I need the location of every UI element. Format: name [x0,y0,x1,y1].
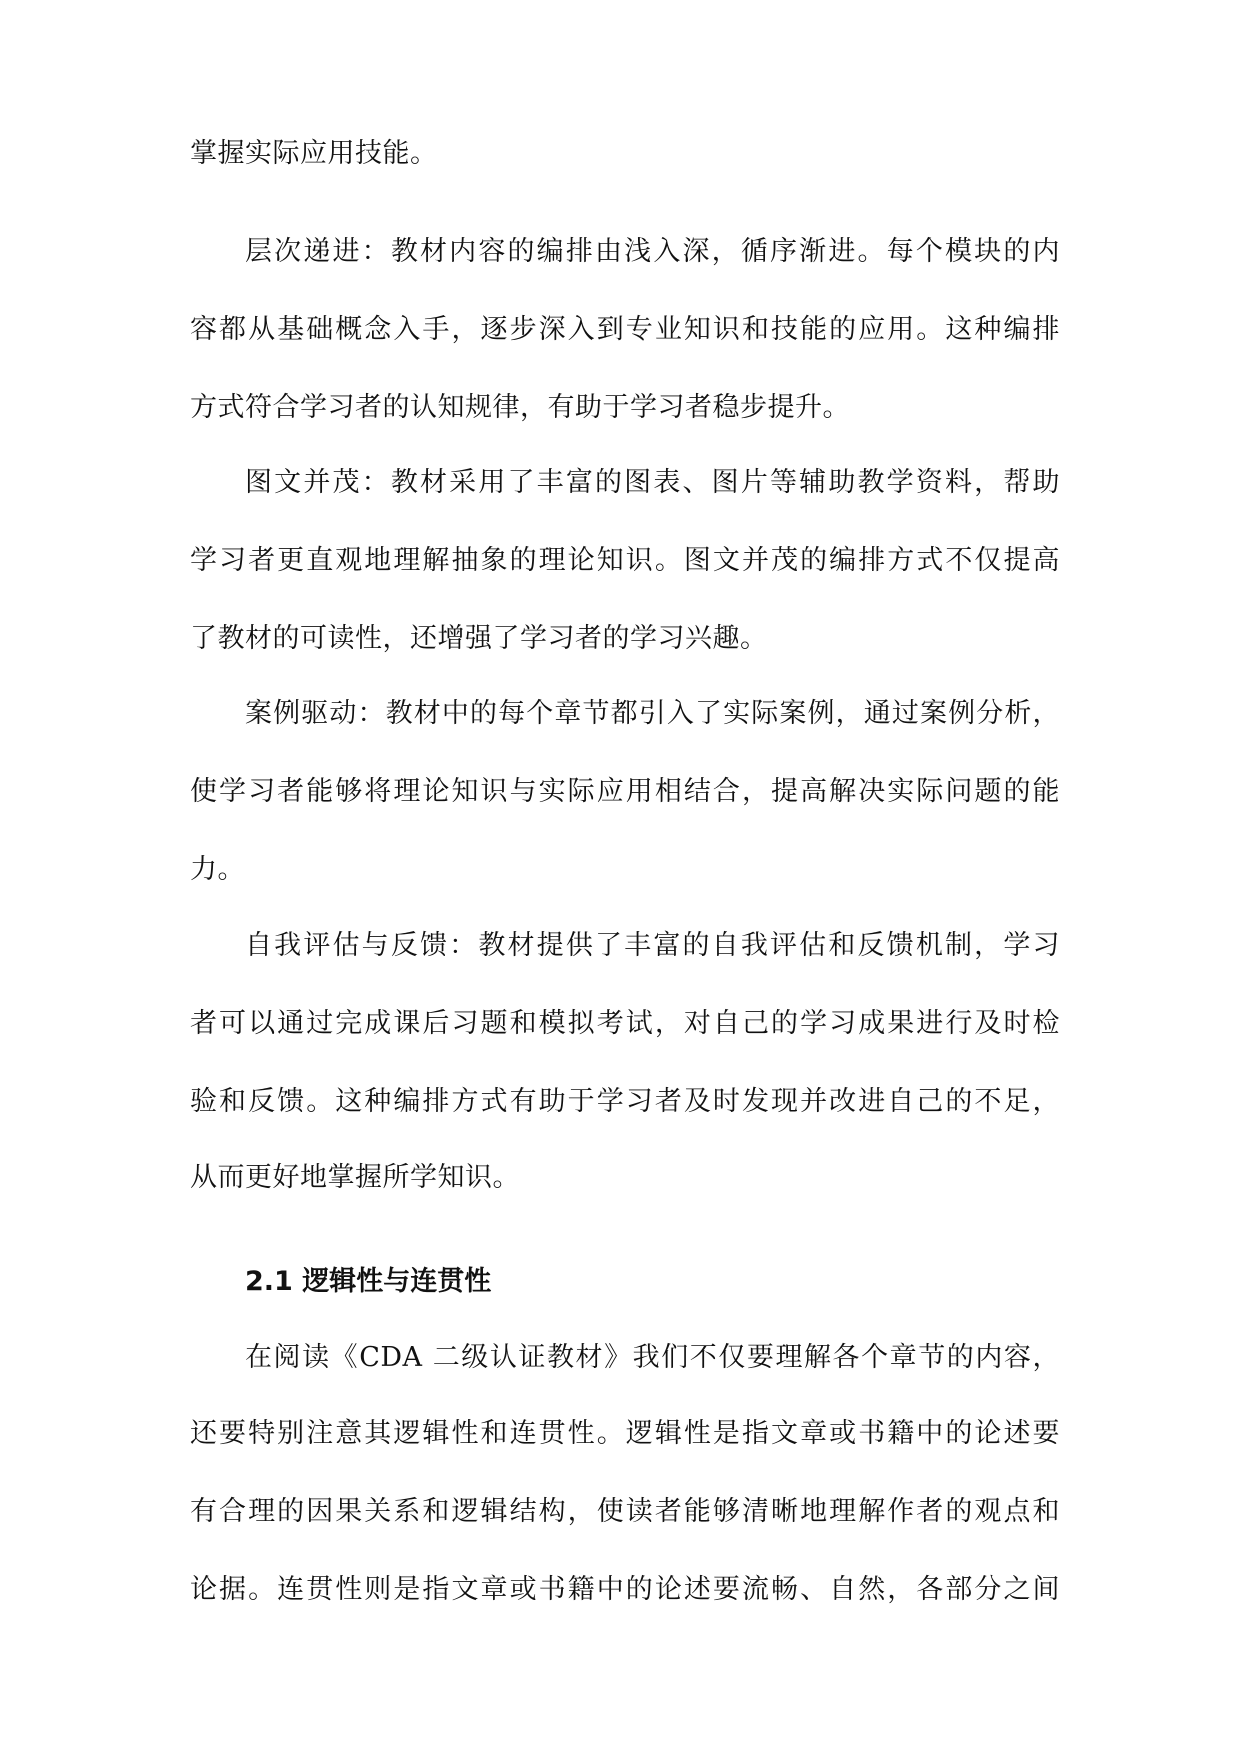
paragraph-line: 还要特别注意其逻辑性和连贯性。逻辑性是指文章或书籍中的论述要 [190,1418,1060,1449]
paragraph-line: 自我评估与反馈：教材提供了丰富的自我评估和反馈机制，学习 [245,930,1060,961]
paragraph-line: 案例驱动：教材中的每个章节都引入了实际案例，通过案例分析， [245,698,1060,729]
section-heading: 2.1 逻辑性与连贯性 [245,1266,492,1297]
paragraph-line: 层次递进：教材内容的编排由浅入深，循序渐进。每个模块的内 [245,236,1060,267]
paragraph-line: 学习者更直观地理解抽象的理论知识。图文并茂的编排方式不仅提高 [190,545,1060,576]
paragraph-line: 了教材的可读性，还增强了学习者的学习兴趣。 [190,623,768,654]
paragraph-line: 有合理的因果关系和逻辑结构，使读者能够清晰地理解作者的观点和 [190,1496,1060,1527]
paragraph-line: 容都从基础概念入手，逐步深入到专业知识和技能的应用。这种编排 [190,314,1060,345]
paragraph-line: 者可以通过完成课后习题和模拟考试，对自己的学习成果进行及时检 [190,1008,1060,1039]
paragraph-line: 论据。连贯性则是指文章或书籍中的论述要流畅、自然，各部分之间 [190,1574,1060,1605]
paragraph-line: 从而更好地掌握所学知识。 [190,1162,520,1193]
paragraph-line: 图文并茂：教材采用了丰富的图表、图片等辅助教学资料，帮助 [245,467,1060,498]
paragraph-line: 掌握实际应用技能。 [190,138,438,169]
paragraph-line: 力。 [190,854,245,885]
paragraph-line: 在阅读《CDA 二级认证教材》我们不仅要理解各个章节的内容， [245,1342,1060,1373]
paragraph-line: 验和反馈。这种编排方式有助于学习者及时发现并改进自己的不足， [190,1086,1060,1117]
paragraph-line: 方式符合学习者的认知规律，有助于学习者稳步提升。 [190,392,850,423]
paragraph-line: 使学习者能够将理论知识与实际应用相结合，提高解决实际问题的能 [190,776,1060,807]
